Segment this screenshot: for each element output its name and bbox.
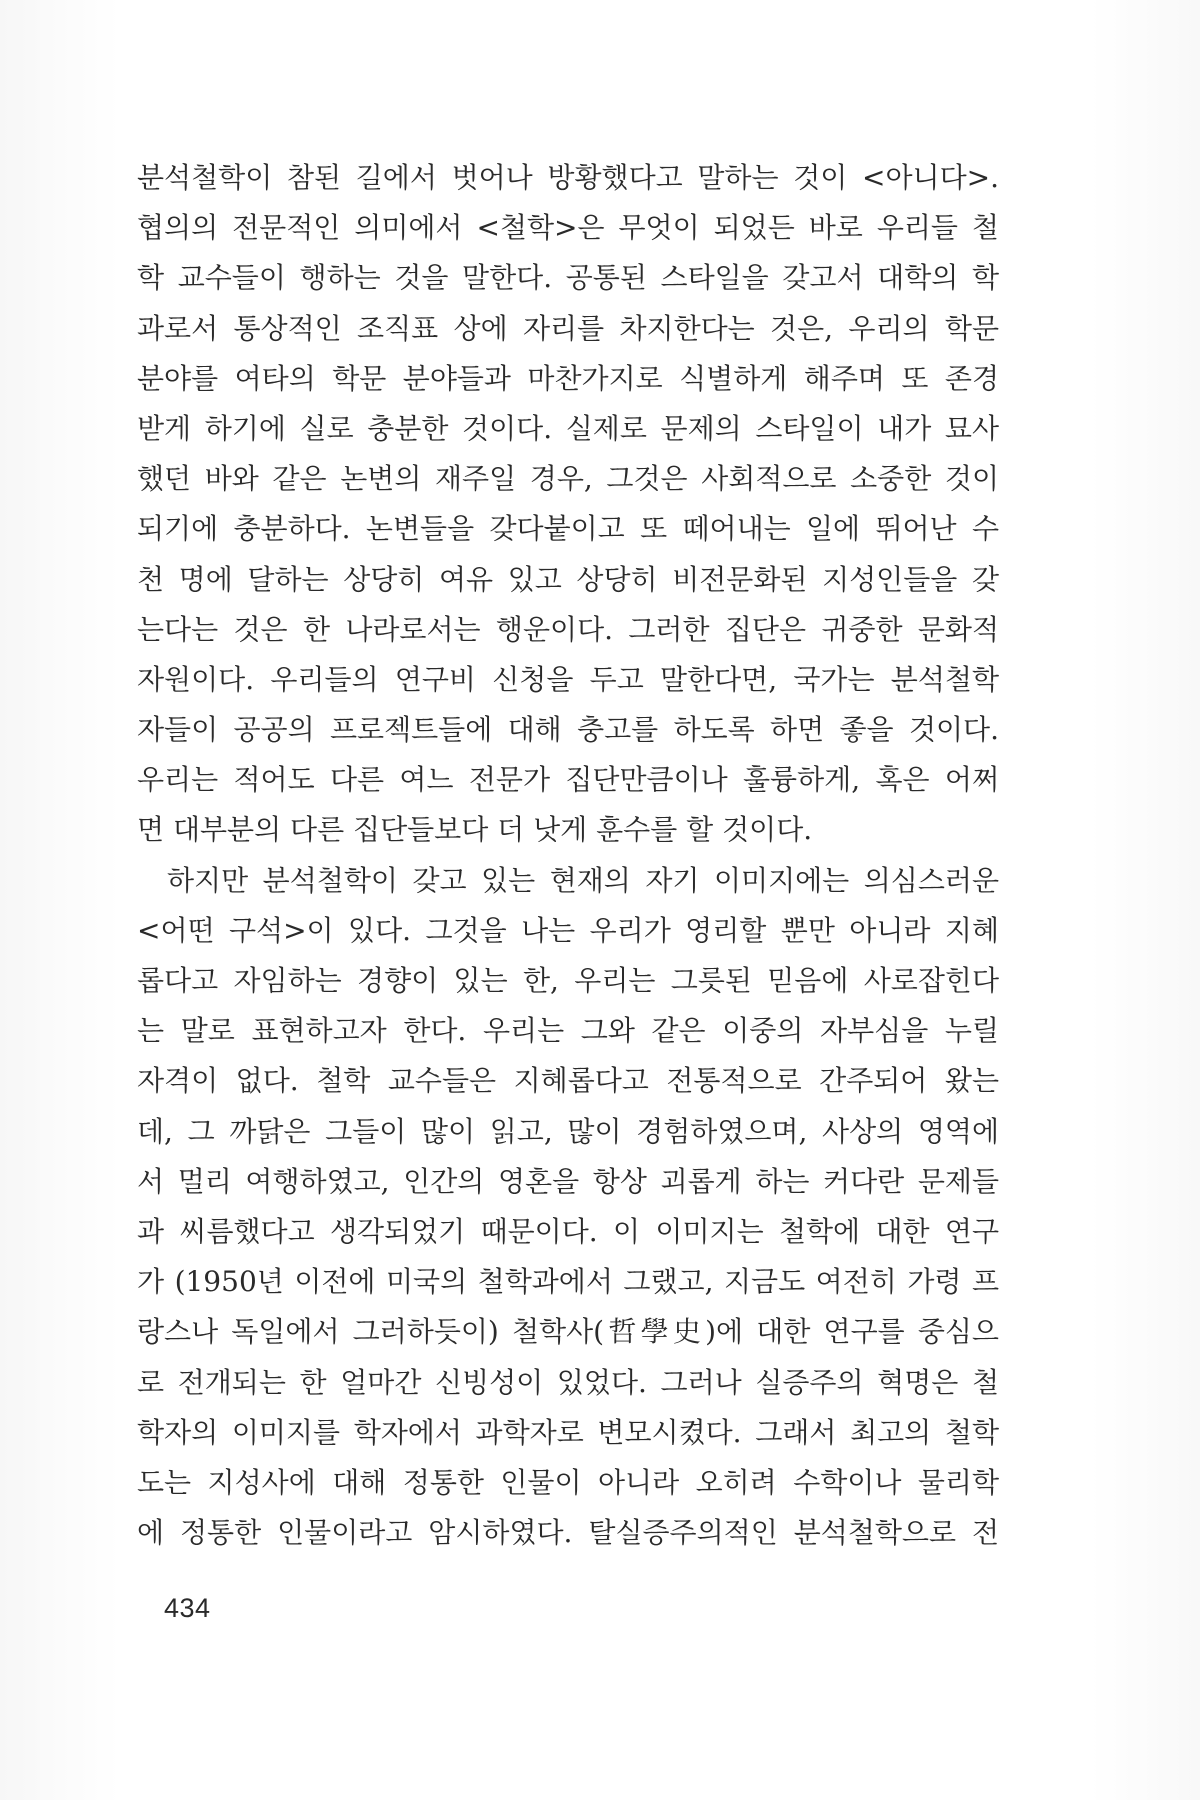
text-line: 학 교수들이 행하는 것을 말한다. 공통된 스타일을 갖고서 대학의 학 (137, 261, 999, 295)
page-number: 434 (164, 1593, 211, 1623)
text-line-paragraph-start: 하지만 분석철학이 갖고 있는 현재의 자기 이미지에는 의심스러운 (167, 863, 999, 897)
text-line: 는 말로 표현하고자 한다. 우리는 그와 같은 이중의 자부심을 누릴 (137, 1014, 999, 1048)
text-line: 받게 하기에 실로 충분한 것이다. 실제로 문제의 스타일이 내가 묘사 (137, 411, 999, 445)
text-line: 자들이 공공의 프로젝트들에 대해 충고를 하도록 하면 좋을 것이다. (137, 713, 999, 747)
text-line: 학자의 이미지를 학자에서 과학자로 변모시켰다. 그래서 최고의 철학 (137, 1415, 999, 1449)
text-line: 롭다고 자임하는 경향이 있는 한, 우리는 그릇된 믿음에 사로잡힌다 (137, 964, 999, 997)
text-line: 로 전개되는 한 얼마간 신빙성이 있었다. 그러나 실증주의 혁명은 철 (137, 1365, 999, 1399)
text-line: 우리는 적어도 다른 여느 전문가 집단만큼이나 훌륭하게, 혹은 어쩌 (137, 763, 999, 797)
text-line-paragraph-end: 면 대부분의 다른 집단들보다 더 낫게 훈수를 할 것이다. (137, 813, 813, 847)
text-line: 되기에 충분하다. 논변들을 갖다붙이고 또 떼어내는 일에 뛰어난 수 (137, 512, 999, 546)
text-line: 분야를 여타의 학문 분야들과 마찬가지로 식별하게 해주며 또 존경 (137, 361, 999, 395)
text-line: 과 씨름했다고 생각되었기 때문이다. 이 이미지는 철학에 대한 연구 (137, 1214, 999, 1248)
text-line: <어떤 구석>이 있다. 그것을 나는 우리가 영리할 뿐만 아니라 지혜 (137, 913, 999, 947)
text-line: 협의의 전문적인 의미에서 <철학>은 무엇이 되었든 바로 우리들 철 (137, 211, 999, 245)
text-line: 자원이다. 우리들의 연구비 신청을 두고 말한다면, 국가는 분석철학 (137, 662, 999, 696)
body-text (137, 153, 999, 1558)
text-line: 천 명에 달하는 상당히 여유 있고 상당히 비전문화된 지성인들을 갖 (137, 562, 999, 596)
text-line: 과로서 통상적인 조직표 상에 자리를 차지한다는 것은, 우리의 학문 (137, 311, 999, 345)
text-line: 분석철학이 참된 길에서 벗어나 방황했다고 말하는 것이 <아니다>. (137, 161, 999, 194)
text-line: 랑스나 독일에서 그러하듯이) 철학사(哲學史)에 대한 연구를 중심으 (137, 1315, 999, 1349)
text-line: 는다는 것은 한 나라로서는 행운이다. 그러한 집단은 귀중한 문화적 (137, 612, 999, 646)
text-line: 서 멀리 여행하였고, 인간의 영혼을 항상 괴롭게 하는 커다란 문제들 (137, 1164, 999, 1198)
text-line: 데, 그 까닭은 그들이 많이 읽고, 많이 경험하였으며, 사상의 영역에 (137, 1114, 999, 1148)
text-line: 도는 지성사에 대해 정통한 인물이 아니라 오히려 수학이나 물리학 (137, 1465, 999, 1499)
text-line: 했던 바와 같은 논변의 재주일 경우, 그것은 사회적으로 소중한 것이 (137, 462, 999, 496)
text-line: 에 정통한 인물이라고 암시하였다. 탈실증주의적인 분석철학으로 전 (137, 1516, 999, 1550)
text-line: 가 (1950년 이전에 미국의 철학과에서 그랬고, 지금도 여전히 가령 프 (137, 1265, 999, 1299)
text-line: 자격이 없다. 철학 교수들은 지혜롭다고 전통적으로 간주되어 왔는 (137, 1064, 999, 1098)
